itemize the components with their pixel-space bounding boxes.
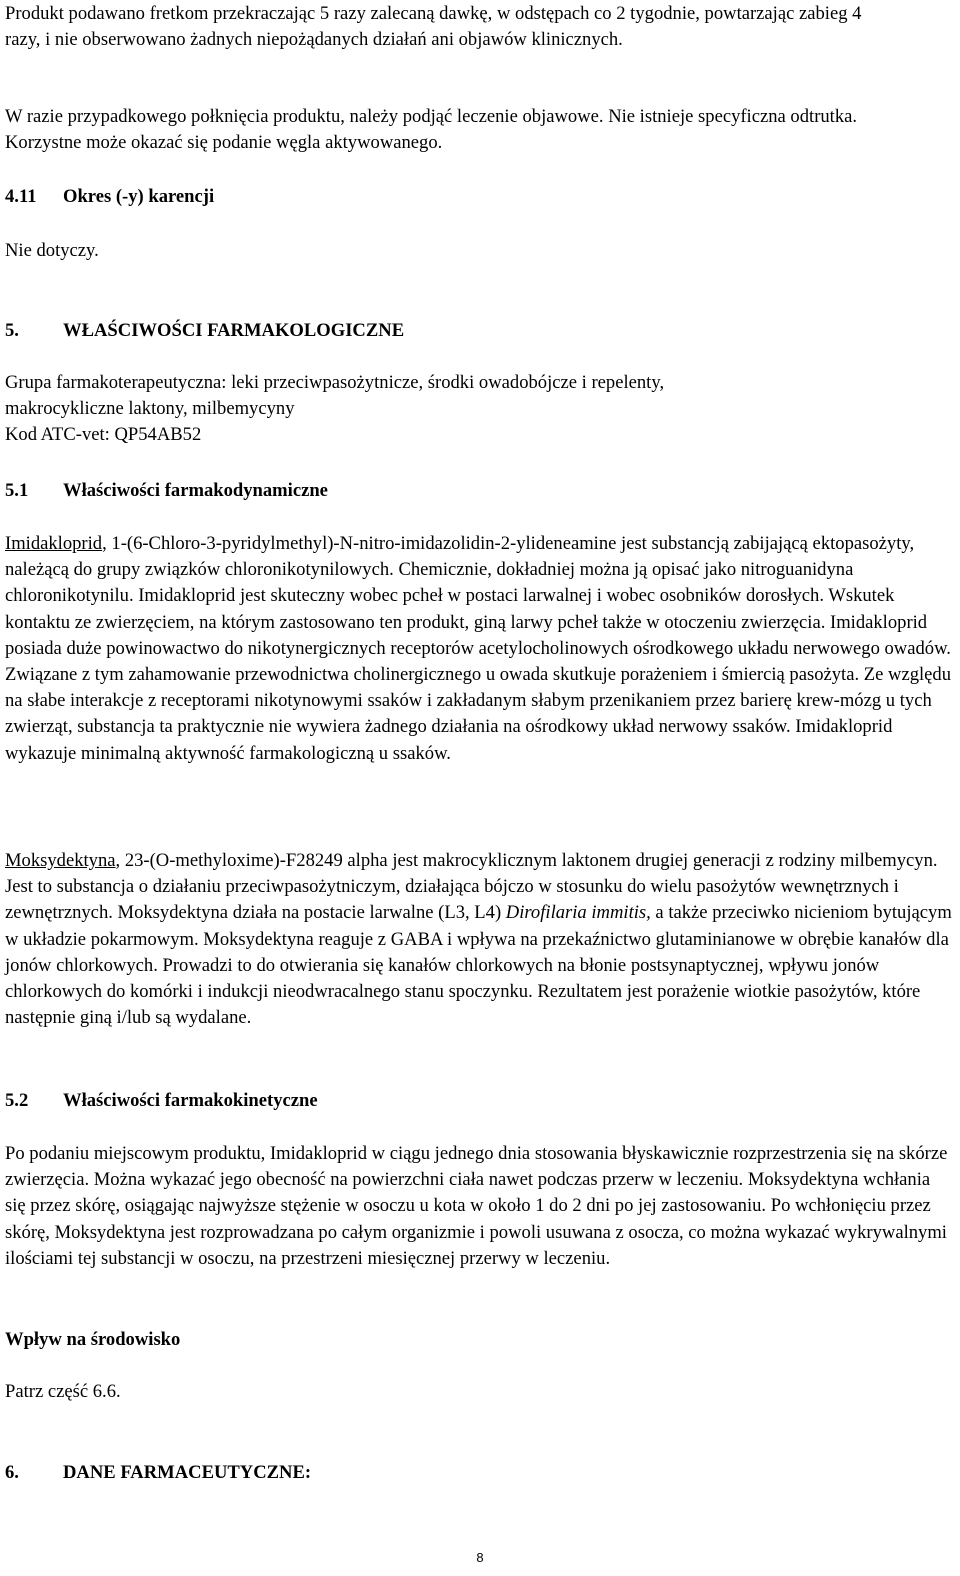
section-4-11-heading — [5, 184, 214, 210]
ingestion-paragraph: W razie przypadkowego połknięcia produktu, należy podjąć leczenie objawowe. Nie istnieje specyficzna odtrutka. Korzystne może okazać się podanie węgla aktywowanego. — [5, 106, 858, 154]
section-5-1-heading — [5, 478, 328, 504]
moksydektyna-paragraph — [5, 848, 955, 1031]
section-5-title: WŁAŚCIWOŚCI FARMAKOLOGICZNE — [63, 320, 405, 341]
moksydektyna-description-a: , 23-(O-methyloxime)-F28249 alpha jest makrocyklicznym laktonem drugiej generacji z rodziny milbemycyn. Jest to substancja o działaniu przeciwpasożytniczym, działająca bójczo w stosunku do wielu pasożytów wewnętrznych i zewnętrznych. Moksydektyna działa na postacie larwalne (L3, L4) — [5, 850, 938, 924]
section-6-heading — [5, 1460, 311, 1486]
section-4-11-text: Nie dotyczy. — [5, 240, 99, 261]
group-line-1: Grupa farmakoterapeutyczna: leki przeciwpasożytnicze, środki owadobójcze i repelenty, — [5, 372, 665, 393]
imidakloprid-paragraph — [5, 531, 955, 767]
section-5-2-heading — [5, 1088, 318, 1114]
imidakloprid-name: Imidakloprid — [5, 533, 103, 554]
atc-code: Kod ATC-vet: QP54AB52 — [5, 424, 202, 446]
moksydektyna-name: Moksydektyna — [5, 850, 116, 871]
section-6-title: DANE FARMACEUTYCZNE: — [63, 1462, 312, 1483]
section-4-11-title: Okres (-y) karencji — [63, 186, 215, 207]
moksydektyna-description-b: a także przeciwko nicieniom bytującym w układzie pokarmowym. Moksydektyna reaguje z GABA i wpływa na przekaźnictwo glutaminianowe w obrębie kanałów dla jonów chlorkowych. Prowadzi to do otwierania się kanałów chlorkowych na błonie postsynaptycznej, wpływu jonów chlorkowych do komórki i indukcji nieodwracalnego stanu spoczynku. Rezultatem jest porażenie wiotkie pasożytów, które następnie giną i/lub są wydalane. — [5, 902, 952, 1029]
page-number: 8 — [476, 1550, 484, 1565]
group-line-2: makrocykliczne laktony, milbemycyny — [5, 398, 295, 420]
dirofilaria-species: Dirofilaria immitis, — [505, 902, 651, 924]
section-5-1-title: Właściwości farmakodynamiczne — [63, 480, 328, 501]
section-4-11-number: 4.11 — [5, 186, 37, 207]
section-5-number: 5. — [5, 320, 19, 341]
section-5-heading — [5, 318, 404, 344]
pharmacokinetics-paragraph: Po podaniu miejscowym produktu, Imidakloprid w ciągu jednego dnia stosowania błyskawicznie rozprzestrzenia się na skórze zwierzęcia. Można wykazać jego obecność na powierzchni ciała nawet podczas przerw w leczeniu. Moksydektyna wchłania się przez skórę, osiągając najwyższe stężenie w osoczu u kota w około 1 do 2 dni po jej zastosowaniu. Po wchłonięciu przez skórę, Moksydektyna jest rozprowadzana po całym organizmie i powoli usuwana z osocza, co można wykazać wykrywalnymi ilościami tej substancji w osoczu, na przestrzeni miesięcznej przerwy w leczeniu. — [5, 1143, 948, 1269]
imidakloprid-description: , 1-(6-Chloro-3-pyridylmethyl)-N-nitro-imidazolidin-2-ylideneamine jest substancją zabijającą ektopasożyty, należącą do grupy związków chloronikotynilowych. Chemicznie, dokładniej można ją opisać jako nitroguanidyna chloronikotynilu. Imidakloprid jest skuteczny wobec pcheł w postaci larwalnej i wobec osobników dorosłych. Wskutek kontaktu ze zwierzęciem, na którym zastosowano ten produkt, giną larwy pcheł także w otoczeniu zwierzęcia. Imidakloprid posiada duże powinowactwo do nikotynergicznych receptorów acetylocholinowych ośrodkowego układu nerwowego owadów. Związane z tym zahamowanie przewodnictwa cholinergicznego u owada skutkuje porażeniem i śmiercią pasożyta. Ze względu na słabe interakcje z receptorami nikotynowymi ssaków i zakładanym słabym przenikaniem przez barierę krew-mózg u tych zwierząt, substancja ta praktycznie nie wywiera żadnego działania na ośrodkowy układ nerwowy ssaków. Imidakloprid wykazuje minimalną aktywność farmakologiczną u ssaków. — [5, 533, 952, 764]
section-6-number: 6. — [5, 1462, 19, 1483]
section-5-2-number: 5.2 — [5, 1090, 29, 1111]
section-5-2-title: Właściwości farmakokinetyczne — [63, 1090, 318, 1111]
environment-text: Patrz część 6.6. — [5, 1381, 121, 1402]
section-5-1-number: 5.1 — [5, 480, 29, 501]
overdose-paragraph: Produkt podawano fretkom przekraczając 5 razy zalecaną dawkę, w odstępach co 2 tygodnie, powtarzając zabieg 4 razy, i nie obserwowano żadnych niepożądanych działań ani objawów klinicznych. — [5, 3, 862, 51]
pharmacotherapeutic-group — [5, 370, 955, 449]
environment-heading: Wpływ na środowisko — [5, 1329, 181, 1350]
